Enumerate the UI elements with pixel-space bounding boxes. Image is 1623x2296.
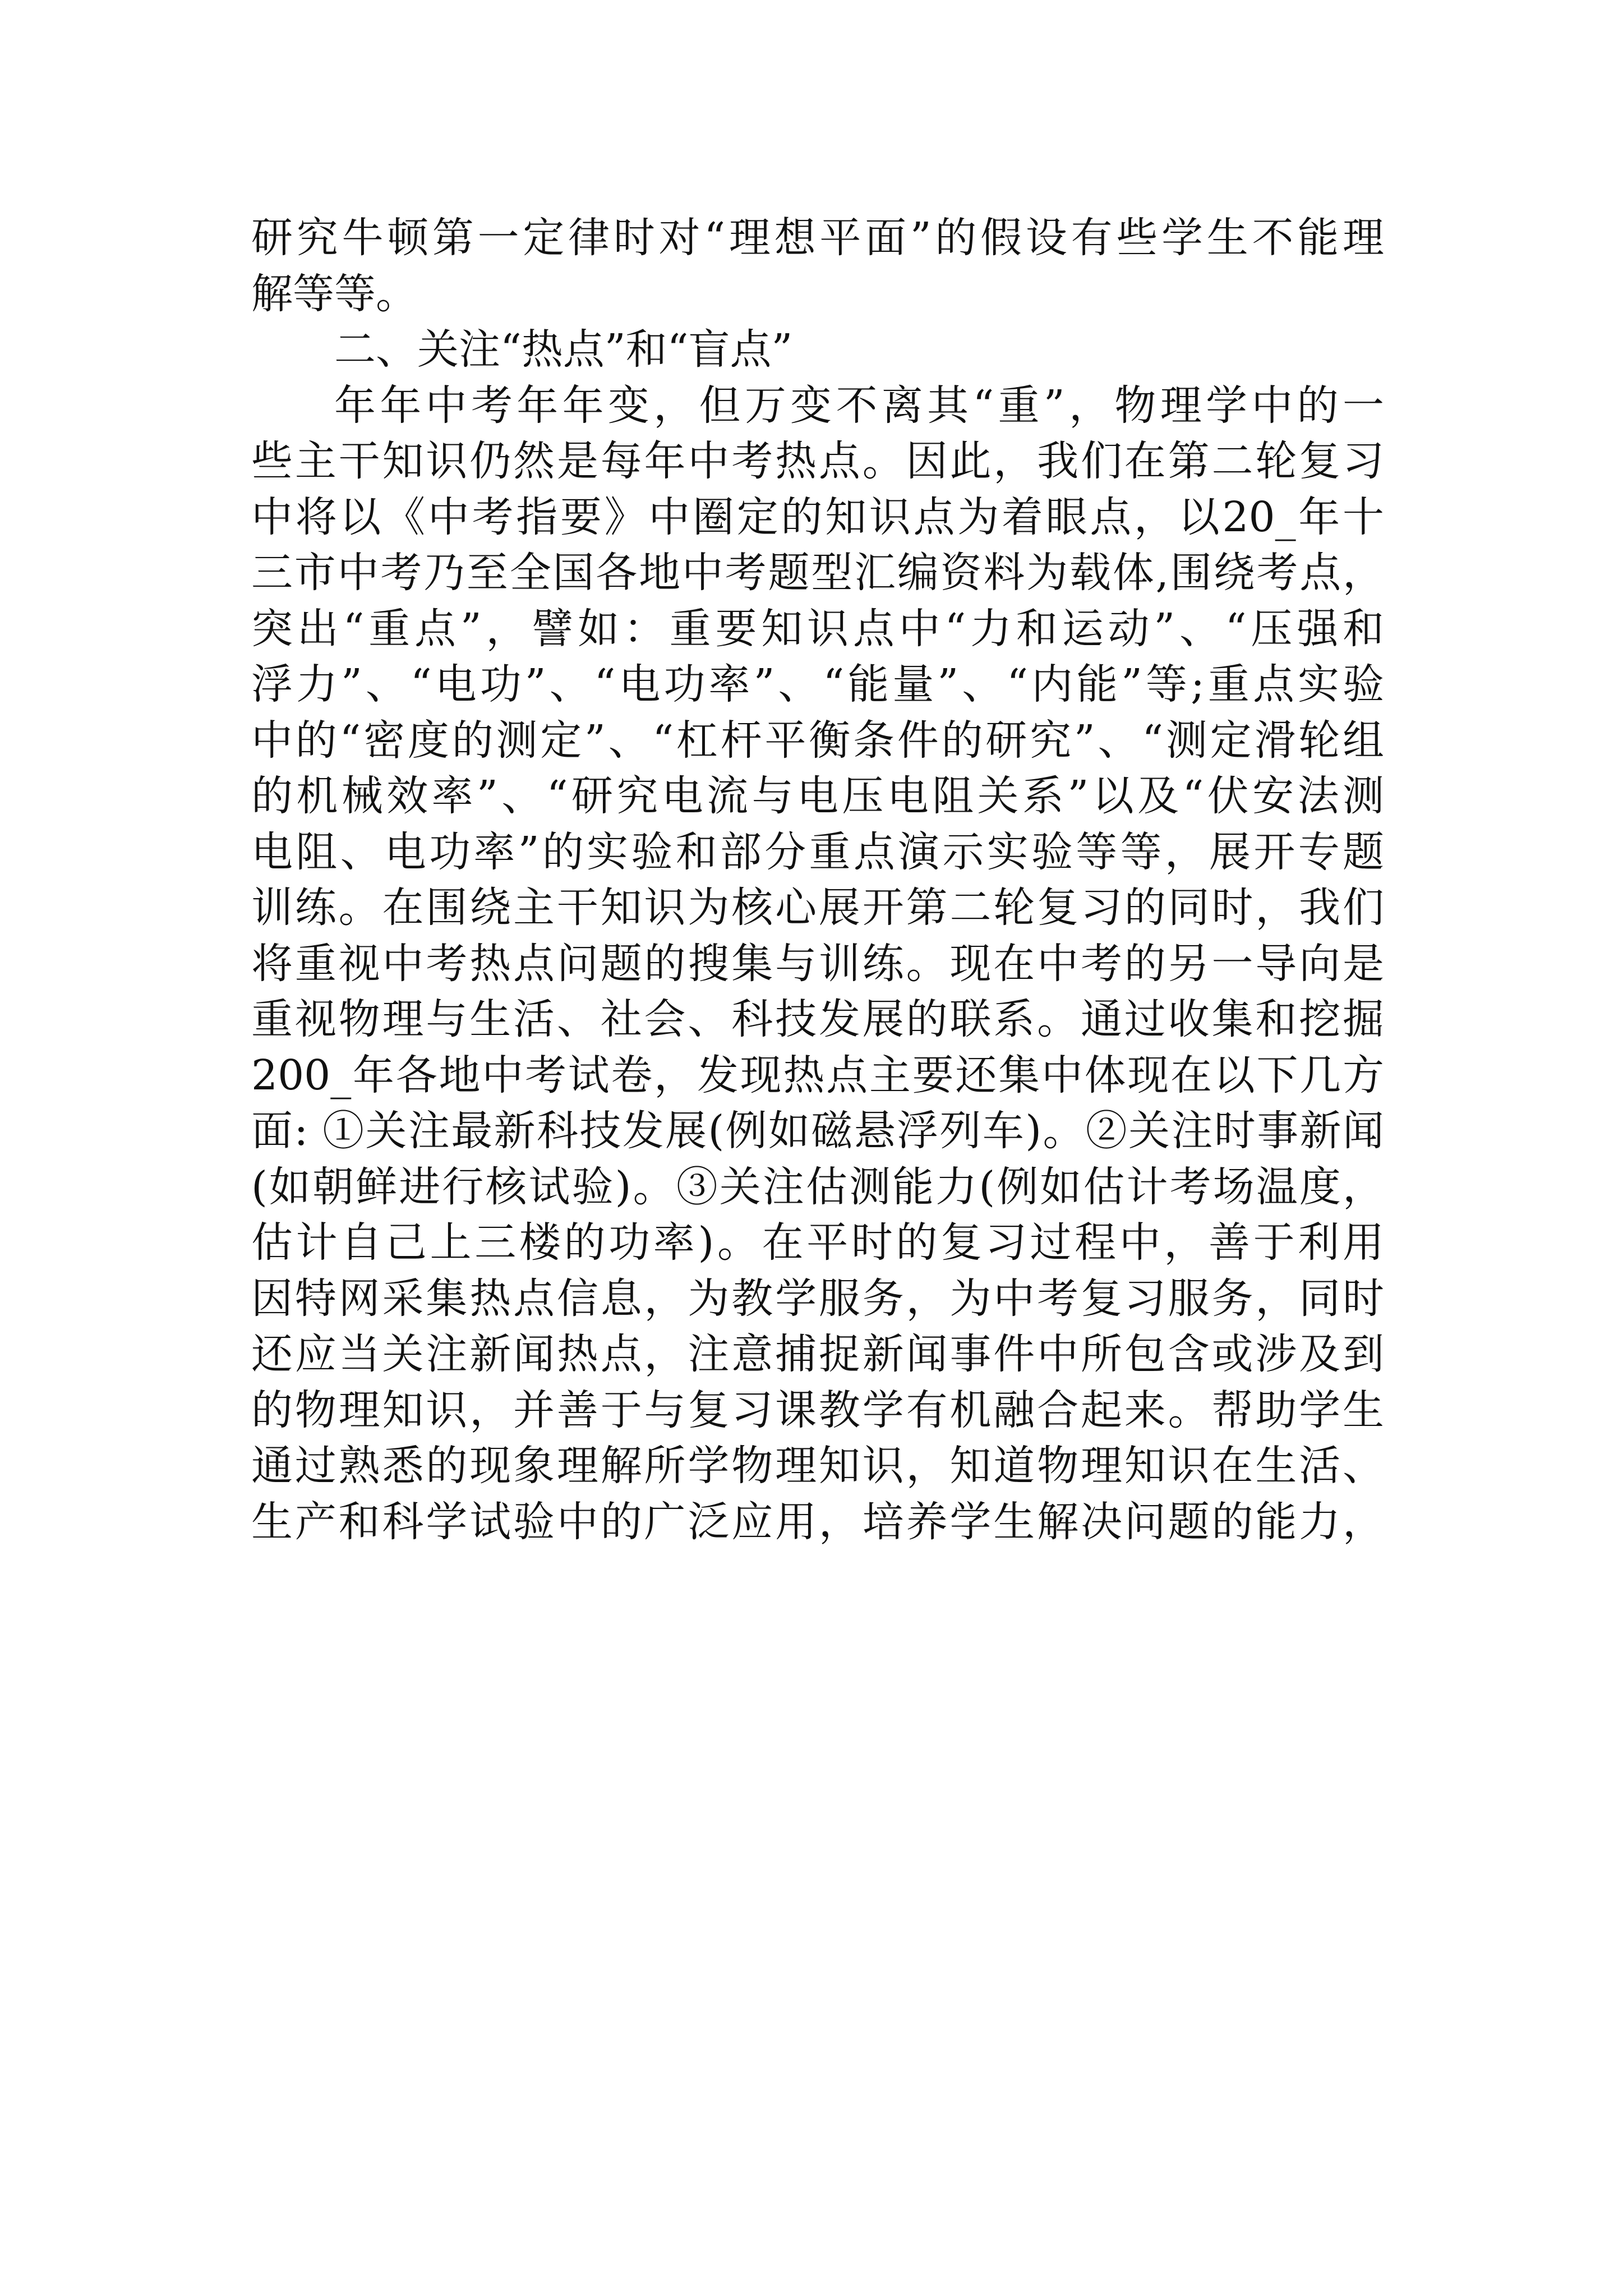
text-line: 重视物理与生活、社会、科技发展的联系。通过收集和挖掘: [251, 995, 1384, 1043]
text-line: 面: ①关注最新科技发展(例如磁悬浮列车)。②关注时事新闻: [251, 1107, 1384, 1155]
body-text: [251, 210, 1384, 1550]
paragraph-first-line: 年年中考年年变，但万变不离其“重”，物理学中的一: [334, 381, 1384, 430]
section-heading: 二、关注“热点”和“盲点”: [334, 325, 793, 374]
text-line: 通过熟悉的现象理解所学物理知识，知道物理知识在生活、: [251, 1442, 1384, 1490]
text-line: 些主干知识仍然是每年中考热点。因此，我们在第二轮复习: [251, 437, 1384, 485]
text-line: 的机械效率”、“研究电流与电压电阻关系”以及“伏安法测: [251, 772, 1384, 820]
text-line: 电阻、电功率”的实验和部分重点演示实验等等，展开专题: [251, 827, 1384, 876]
text-line: 浮力”、“电功”、“电功率”、“能量”、“内能”等;重点实验: [251, 660, 1384, 708]
text-line: (如朝鲜进行核试验)。③关注估测能力(例如估计考场温度，: [251, 1162, 1384, 1211]
text-line: 研究牛顿第一定律时对“理想平面”的假设有些学生不能理: [251, 214, 1384, 262]
text-line: 训练。在围绕主干知识为核心展开第二轮复习的同时，我们: [251, 884, 1384, 932]
text-line: 将重视中考热点问题的搜集与训练。现在中考的另一导向是: [251, 939, 1384, 988]
text-line: 中的“密度的测定”、“杠杆平衡条件的研究”、“测定滑轮组: [251, 716, 1384, 765]
text-line: 突出“重点”，譬如：重要知识点中“力和运动”、“压强和: [251, 604, 1384, 653]
text-line: 还应当关注新闻热点，注意捕捉新闻事件中所包含或涉及到: [251, 1330, 1384, 1378]
text-line: 中将以《中考指要》中圈定的知识点为着眼点，以20_年十: [251, 493, 1384, 541]
text-line: 估计自己上三楼的功率)。在平时的复习过程中，善于利用: [251, 1218, 1384, 1267]
text-line: 解等等。: [251, 269, 417, 318]
text-line: 三市中考乃至全国各地中考题型汇编资料为载体,围绕考点，: [251, 549, 1384, 597]
text-line: 200_年各地中考试卷，发现热点主要还集中体现在以下几方: [251, 1051, 1384, 1099]
text-line: 生产和科学试验中的广泛应用，培养学生解决问题的能力，: [251, 1497, 1384, 1546]
text-line: 因特网采集热点信息，为教学服务，为中考复习服务，同时: [251, 1274, 1384, 1323]
text-line: 的物理知识，并善于与复习课教学有机融合起来。帮助学生: [251, 1386, 1384, 1434]
